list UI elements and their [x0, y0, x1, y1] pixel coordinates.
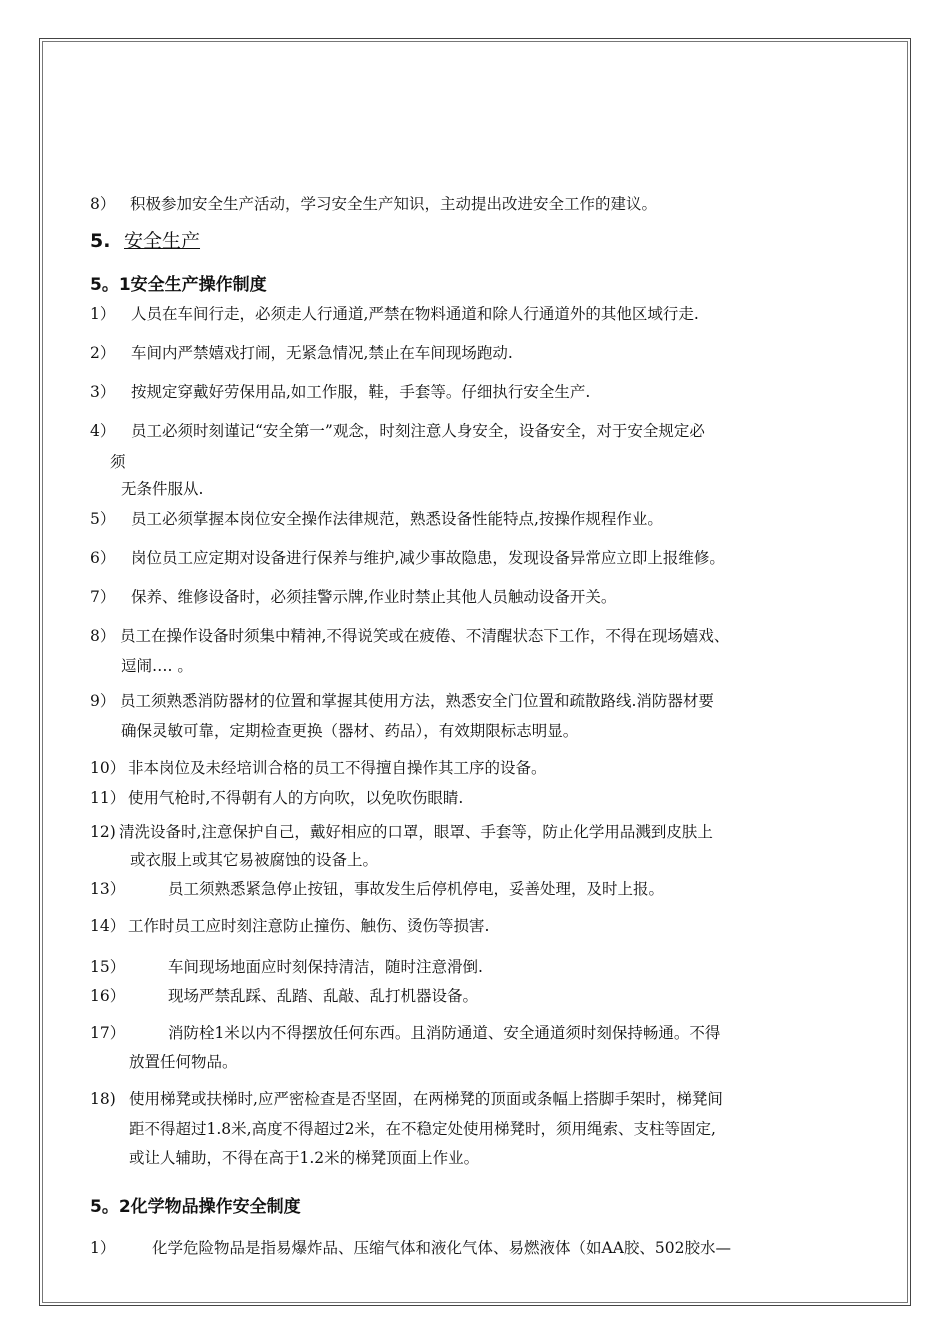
item-number: 4）	[90, 422, 116, 440]
item-number: 11）	[90, 789, 126, 807]
item-text-continued: 须	[110, 453, 126, 471]
item-number: 13）	[90, 880, 126, 898]
item-number: 10）	[90, 759, 126, 777]
item-number: 3）	[90, 383, 116, 401]
item-text-continued: 距不得超过1.8米,高度不得超过2米，在不稳定处使用梯凳时，须用绳索、支柱等固定,	[129, 1120, 716, 1138]
list-item	[90, 194, 657, 214]
item-number: 12)	[90, 823, 116, 841]
item-number: 8）	[90, 627, 116, 645]
item-number: 6）	[90, 549, 116, 567]
item-text: 现场严禁乱踩、乱踏、乱敲、乱打机器设备。	[168, 987, 479, 1005]
item-text: 人员在车间行走，必须走人行通道,严禁在物料通道和除人行通道外的其他区域行走.	[131, 305, 699, 323]
item-number: 16）	[90, 987, 126, 1005]
subsection-heading: 5。1安全生产操作制度	[90, 275, 267, 295]
item-text-continued: 放置任何物品。	[129, 1053, 238, 1071]
item-number: 9）	[90, 692, 116, 710]
item-text: 积极参加安全生产活动，学习安全生产知识，主动提出改进安全工作的建议。	[130, 195, 658, 213]
item-text: 化学危险物品是指易爆炸品、压缩气体和液化气体、易燃液体（如AA胶、502胶水—	[152, 1239, 731, 1257]
item-text-continued: 或衣服上或其它易被腐蚀的设备上。	[130, 851, 379, 869]
item-text-continued: 无条件服从.	[121, 480, 204, 498]
item-text: 非本岗位及未经培训合格的员工不得擅自操作其工序的设备。	[128, 759, 547, 777]
item-text: 消防栓1米以内不得摆放任何东西。且消防通道、安全通道须时刻保持畅通。不得	[168, 1024, 721, 1042]
item-number: 7）	[90, 588, 116, 606]
item-number: 1）	[90, 305, 116, 323]
item-text-continued: 或让人辅助，不得在高于1.2米的梯凳顶面上作业。	[129, 1149, 480, 1167]
item-text: 员工必须掌握本岗位安全操作法律规范，熟悉设备性能特点,按操作规程作业。	[131, 510, 663, 528]
section-heading	[90, 229, 200, 253]
item-number: 8）	[90, 195, 116, 213]
item-number: 5）	[90, 510, 116, 528]
item-text: 保养、维修设备时，必须挂警示牌,作业时禁止其他人员触动设备开关。	[131, 588, 617, 606]
item-text: 清洗设备时,注意保护自己，戴好相应的口罩，眼罩、手套等，防止化学用品溅到皮肤上	[119, 823, 713, 841]
item-text: 使用梯凳或扶梯时,应严密检查是否坚固，在两梯凳的顶面或条幅上搭脚手架时，梯凳间	[129, 1090, 723, 1108]
item-text-continued: 逗闹…. 。	[121, 657, 193, 675]
item-text: 使用气枪时,不得朝有人的方向吹，以免吹伤眼睛.	[128, 789, 464, 807]
item-text: 员工在操作设备时须集中精神,不得说笑或在疲倦、不清醒状态下工作，不得在现场嬉戏、	[120, 627, 730, 645]
item-text: 岗位员工应定期对设备进行保养与维护,减少事故隐患，发现设备异常应立即上报维修。	[131, 549, 725, 567]
item-text: 员工须熟悉紧急停止按钮，事故发生后停机停电，妥善处理，及时上报。	[168, 880, 665, 898]
item-number: 2）	[90, 344, 116, 362]
item-number: 15）	[90, 958, 126, 976]
section-number: 5.	[90, 230, 111, 252]
item-number: 17）	[90, 1024, 126, 1042]
item-text: 工作时员工应时刻注意防止撞伤、触伤、烫伤等损害.	[128, 917, 490, 935]
item-text-continued: 确保灵敏可靠，定期检查更换（器材、药品），有效期限标志明显。	[121, 722, 579, 740]
item-number: 1）	[90, 1239, 116, 1257]
item-text: 车间内严禁嬉戏打闹，无紧急情况,禁止在车间现场跑动.	[131, 344, 513, 362]
item-text: 员工必须时刻谨记“安全第一”观念，时刻注意人身安全，设备安全，对于安全规定必	[131, 422, 705, 440]
section-title: 安全生产	[124, 230, 201, 252]
item-number: 14）	[90, 917, 126, 935]
subsection-heading: 5。2化学物品操作安全制度	[90, 1197, 301, 1217]
item-text: 车间现场地面应时刻保持清洁，随时注意滑倒.	[168, 958, 483, 976]
item-number: 18)	[90, 1090, 116, 1108]
item-text: 按规定穿戴好劳保用品,如工作服，鞋，手套等。仔细执行安全生产.	[131, 383, 591, 401]
item-text: 员工须熟悉消防器材的位置和掌握其使用方法，熟悉安全门位置和疏散路线.消防器材要	[120, 692, 714, 710]
